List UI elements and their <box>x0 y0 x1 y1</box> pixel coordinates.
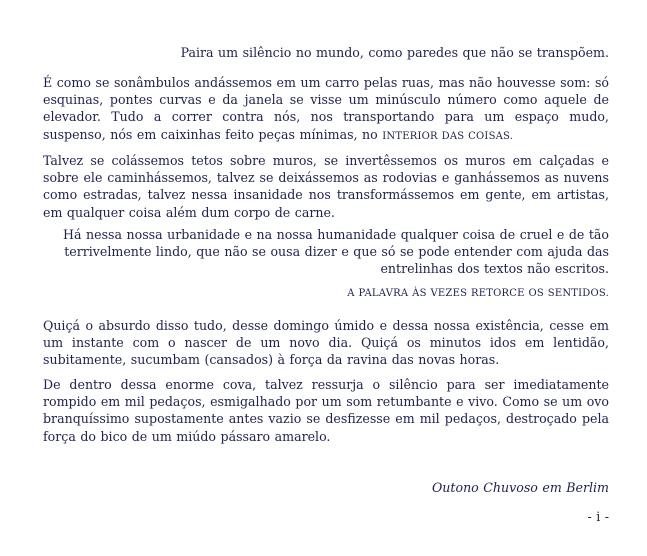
paragraph-2: Talvez se colássemos tetos sobre muros, se invertêssemos os muros em calçadas e sobre ele caminhássemos, talvez se deixássemos as rodovias e ganhássemos as nuvens como estradas, talvez nessa insanidade nos transformássemos em gente, em artistas, em qualquer coisa além dum corpo de carne. <box>43 153 609 220</box>
document-page <box>43 0 609 556</box>
signature: Outono Chuvoso em Berlim <box>431 480 609 495</box>
paragraph-1-smallcaps: INTERIOR DAS COISAS. <box>382 130 514 142</box>
paragraph-3: Há nessa nossa urbanidade e na nossa humanidade qualquer coisa de cruel e de tão terrivelmente lindo, que não se ousa dizer e que só se pode entender com ajuda das entrelinhas dos textos não escritos. <box>63 227 609 277</box>
paragraph-5: De dentro dessa enorme cova, talvez ressurja o silêncio para ser imediatamente rompido em mil pedaços, esmigalhado por um som retumbante e vivo. Como se um ovo branquíssimo supostamente antes vazio se desfizesse em mil pedaços, destroçado pela força do bico de um miúdo pássaro amarelo. <box>43 377 609 444</box>
paragraph-3-smallcaps: A PALAVRA ÀS VEZES RETORCE OS SENTIDOS. <box>347 288 609 299</box>
opening-line: Paira um silêncio no mundo, como paredes que não se transpõem. <box>180 45 609 60</box>
paragraph-1-text: É como se sonâmbulos andássemos em um carro pelas ruas, mas não houvesse som: só esquinas, pontes curvas e da janela se visse um minúsculo número como aquele de elevador. Tudo a correr contra nós, nos transportando para um espaço mudo, suspenso, nós em caixinhas feito peças mínimas, no <box>43 75 609 142</box>
page-number: - i - <box>587 509 609 524</box>
paragraph-4: Quiçá o absurdo disso tudo, desse domingo úmido e dessa nossa existência, cesse em um instante com o nascer de um novo dia. Quiçá os minutos idos em lentidão, subitamente, sucumbam (cansados) à força da ravina das novas horas. <box>43 318 609 368</box>
paragraph-1 <box>43 74 609 145</box>
